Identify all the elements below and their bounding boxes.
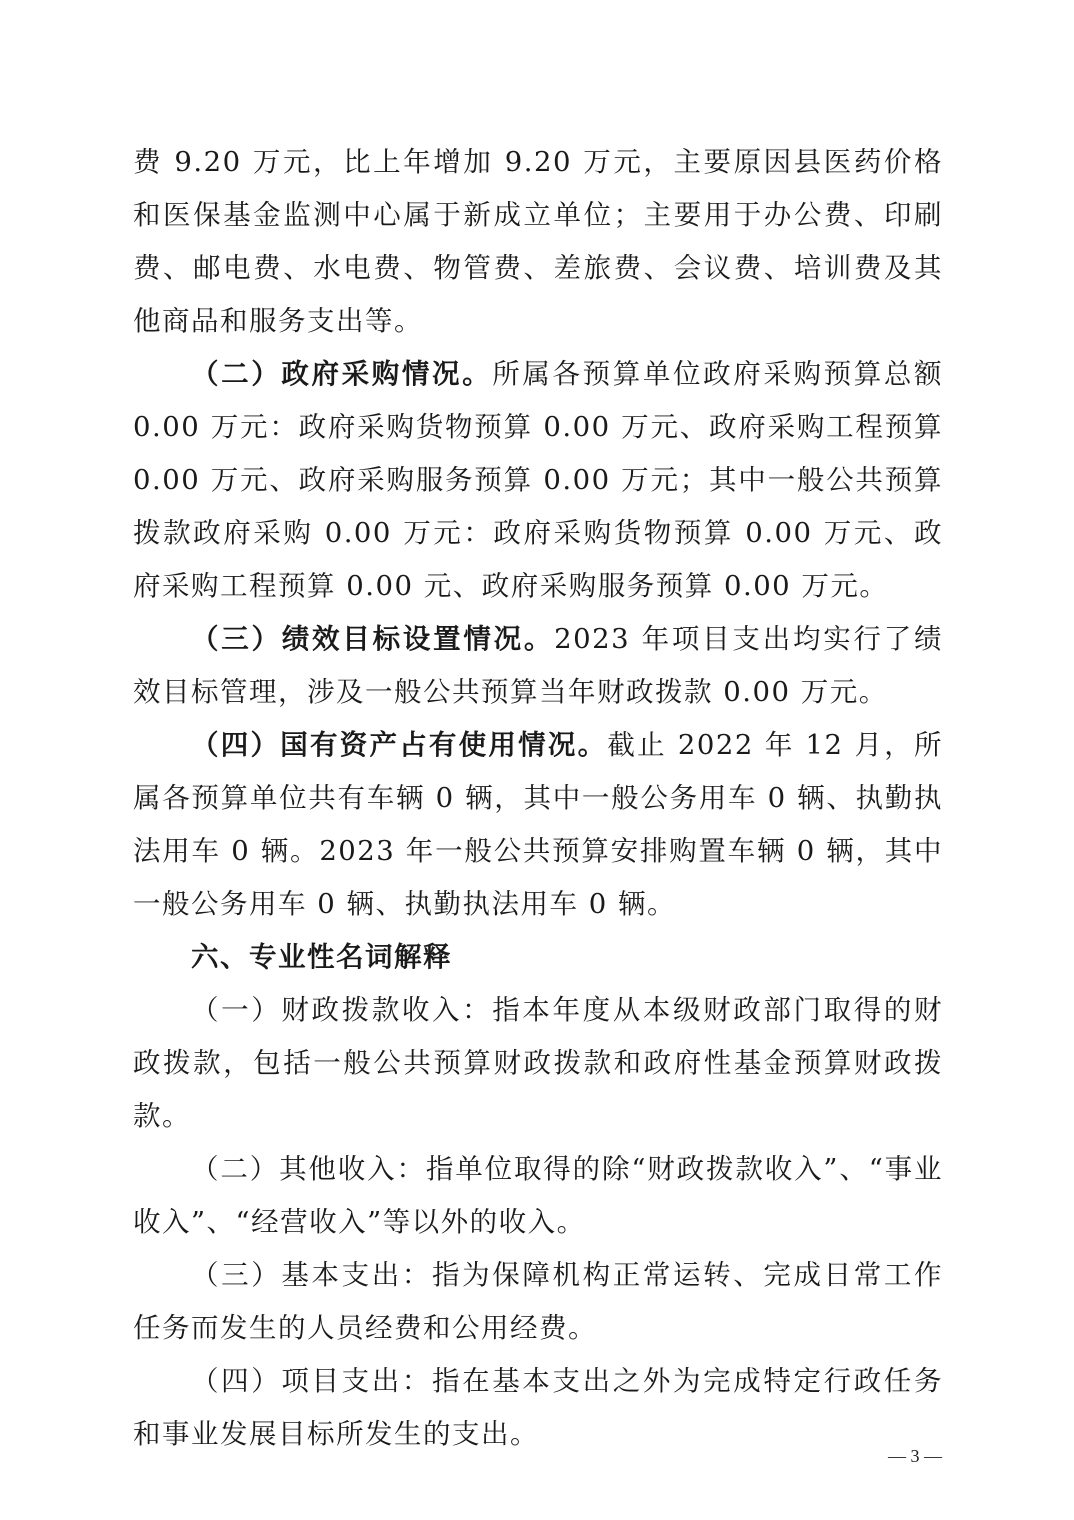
section-heading-terms: 六、专业性名词解释 bbox=[191, 941, 452, 973]
paragraph-state-assets bbox=[133, 719, 943, 931]
procurement-text: 所属各预算单位政府采购预算总额 0.00 万元：政府采购货物预算 0.00 万元、政府采购工程预算 0.00 万元、政府采购服务预算 0.00 万元；其中一般公共预算拨款政府采购 0.00 万元：政府采购货物预算 0.00 万元、政府采购工程预算 0.00 元、政府采购服务预算 0.00 万元。 bbox=[133, 358, 943, 602]
paragraph-public-expense-continuation: 费 9.20 万元，比上年增加 9.20 万元，主要原因县医药价格和医保基金监测中心属于新成立单位；主要用于办公费、印刷费、邮电费、水电费、物管费、差旅费、会议费、培训费及其他商品和服务支出等。 bbox=[133, 146, 943, 337]
page-number: — 3 — bbox=[888, 1446, 942, 1466]
procurement-heading: （二）政府采购情况。 bbox=[191, 358, 493, 390]
paragraph-performance-targets bbox=[133, 613, 943, 719]
paragraph-term-other-income: （二）其他收入：指单位取得的除“财政拨款收入”、“事业收入”、“经营收入”等以外的收入。 bbox=[133, 1153, 943, 1238]
assets-heading: （四）国有资产占有使用情况。 bbox=[191, 729, 608, 761]
paragraph-term-fiscal-appropriation: （一）财政拨款收入：指本年度从本级财政部门取得的财政拨款，包括一般公共预算财政拨款和政府性基金预算财政拨款。 bbox=[133, 994, 943, 1132]
document-body bbox=[133, 136, 943, 1461]
performance-heading: （三）绩效目标设置情况。 bbox=[191, 623, 555, 655]
assets-text: 截止 2022 年 12 月，所属各预算单位共有车辆 0 辆，其中一般公务用车 0 辆、执勤执法用车 0 辆。2023 年一般公共预算安排购置车辆 0 辆，其中一般公务用车 0 辆、执勤执法用车 0 辆。 bbox=[133, 729, 944, 920]
paragraph-term-project-expenditure: （四）项目支出：指在基本支出之外为完成特定行政任务和事业发展目标所发生的支出。 bbox=[133, 1365, 943, 1450]
performance-text: 2023 年项目支出均实行了绩效目标管理，涉及一般公共预算当年财政拨款 0.00 万元。 bbox=[133, 623, 944, 708]
paragraph-government-procurement bbox=[133, 348, 943, 613]
paragraph-term-basic-expenditure: （三）基本支出：指为保障机构正常运转、完成日常工作任务而发生的人员经费和公用经费。 bbox=[133, 1259, 943, 1344]
